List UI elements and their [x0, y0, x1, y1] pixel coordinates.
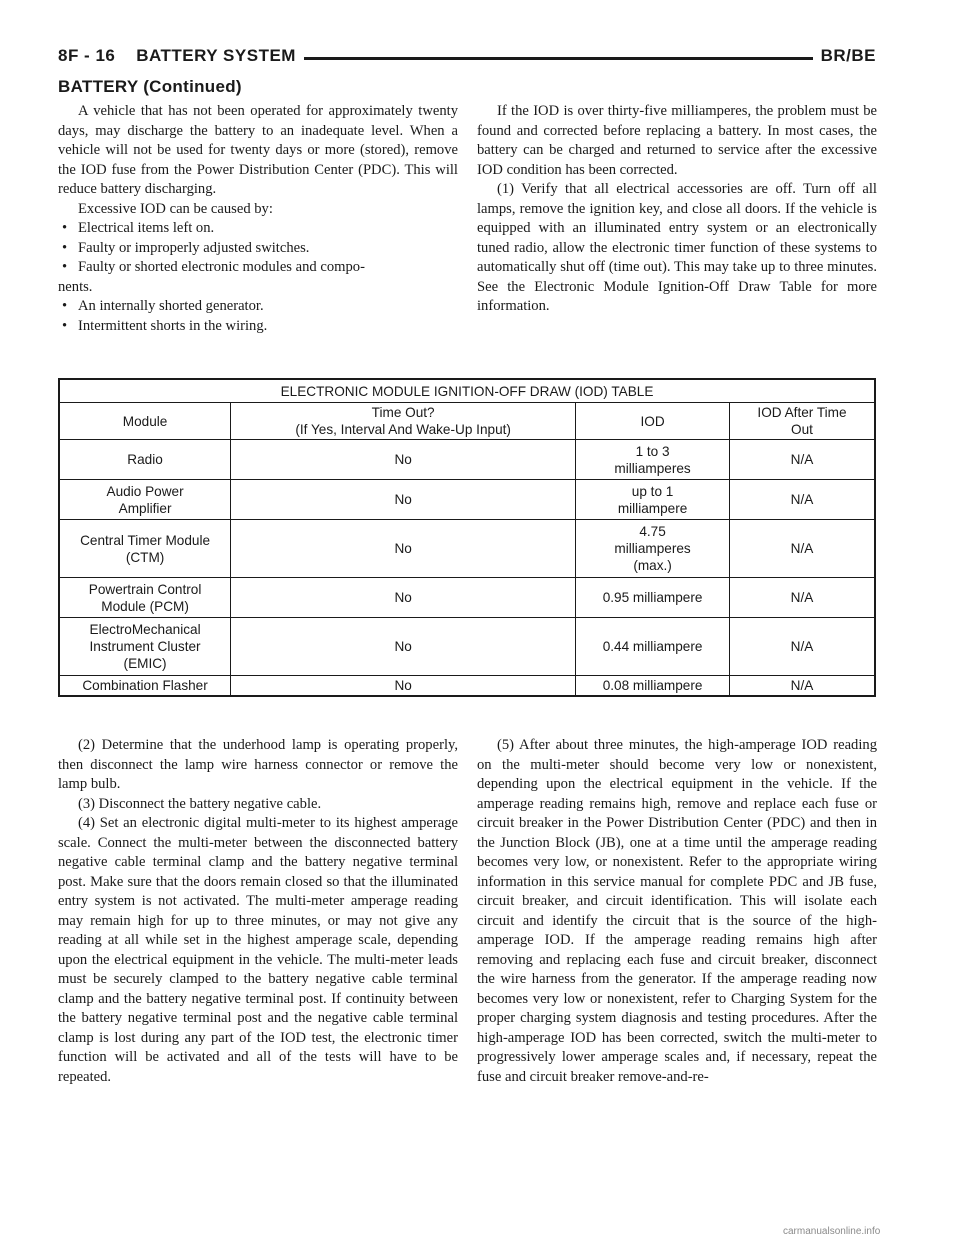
watermark: carmanualsonline.info: [783, 1226, 881, 1237]
column-left-bottom: [58, 736, 458, 1087]
bullet-icon: •: [62, 317, 68, 334]
table-cell: 0.44 milliampere: [576, 618, 730, 676]
table-row: [59, 578, 875, 618]
table-row: [59, 618, 875, 676]
table-row: [59, 676, 875, 697]
table-cell: N/A: [729, 480, 875, 520]
column-left-top: [58, 102, 458, 336]
paragraph: (2) Determine that the underhood lamp is operating properly, then disconnect the lamp wire harness connector or remove the lamp bulb.: [58, 737, 458, 792]
table-cell: Combination Flasher: [59, 676, 231, 697]
paragraph: A vehicle that has not been operated for approximately twenty days, may discharge the battery to an inadequate level. When a vehicle will not be used for twenty days or more (stored), remove the IOD fuse from the Power Distribution Center (PDC). This will reduce battery discharging.: [58, 103, 458, 197]
table-cell: N/A: [729, 578, 875, 618]
table-cell: No: [231, 676, 576, 697]
section-subheading: BATTERY (Continued): [58, 77, 242, 96]
paragraph: (4) Set an electronic digital multi-meter to its highest amperage scale. Connect the multi-meter between the disconnected battery negative cable terminal clamp and the battery negative terminal post. Make sure that the doors remain closed so that the illuminated entry system is not activated. The multi-meter amperage reading may remain high for up to three minutes, or may not give any reading at all while set in the highest amperage scale, depending upon the electrical equipment in the vehicle. The multi-meter leads must be securely clamped to the battery negative cable terminal clamp and the battery negative terminal post. If continuity between the battery negative terminal post and the negative cable terminal clamp is lost during any part of the IOD test, the electronic timer function will be activated and all of the tests will have to be repeated.: [58, 815, 458, 1085]
bullet-item: • Electrical items left on.: [58, 219, 458, 239]
table-cell: No: [231, 440, 576, 480]
table-cell: Central Timer Module (CTM): [59, 520, 231, 578]
bullet-item: • Intermittent shorts in the wiring.: [58, 317, 458, 337]
table-cell: N/A: [729, 618, 875, 676]
table-header-cell: IOD: [576, 403, 730, 440]
bullet-icon: •: [62, 259, 68, 275]
table-cell: No: [231, 520, 576, 578]
table-header-cell: Time Out? (If Yes, Interval And Wake-Up Input): [231, 403, 576, 440]
header-section-title: 8F - 16 BATTERY SYSTEM: [58, 46, 304, 66]
table-cell: up to 1 milliampere: [576, 480, 730, 520]
table-cell: N/A: [729, 520, 875, 578]
table-row: [59, 520, 875, 578]
table-header-cell: Module: [59, 403, 231, 440]
iod-table: [58, 378, 876, 697]
table-cell: Audio Power Amplifier: [59, 480, 231, 520]
table-cell: N/A: [729, 440, 875, 480]
table-cell: Powertrain Control Module (PCM): [59, 578, 231, 618]
table-cell: 1 to 3 milliamperes: [576, 440, 730, 480]
table-row: [59, 440, 875, 480]
table-cell: No: [231, 578, 576, 618]
paragraph: (3) Disconnect the battery negative cable.: [78, 795, 322, 812]
page-header: [58, 46, 876, 72]
bullet-item: • An internally shorted generator.: [58, 297, 458, 317]
table-title: ELECTRONIC MODULE IGNITION-OFF DRAW (IOD) TABLE: [59, 379, 875, 403]
paragraph: (1) Verify that all electrical accessories are off. Turn off all lamps, remove the ignition key, and close all doors. If the vehicle is equipped with an illuminated entry system or an electronically tuned radio, allow the electronic timer function of these systems to automatically shut off (time out). This may take up to three minutes. See the Electronic Module Ignition-Off Draw Table for more information.: [477, 181, 877, 314]
table-cell: 0.08 milliampere: [576, 676, 730, 697]
bullet-icon: •: [62, 298, 68, 314]
paragraph: If the IOD is over thirty-five milliamperes, the problem must be found and corrected before replacing a battery. In most cases, the battery can be charged and returned to service after the excessive IOD condition has been corrected.: [477, 103, 877, 178]
bullet-item: • Faulty or shorted electronic modules and compo- nents.: [58, 259, 365, 295]
bullet-icon: •: [62, 220, 68, 236]
table-cell: Radio: [59, 440, 231, 480]
column-right-bottom: [477, 736, 877, 1087]
table-header-row: [59, 403, 875, 440]
table-header-cell: IOD After Time Out: [729, 403, 875, 440]
table-cell: ElectroMechanical Instrument Cluster (EMIC): [59, 618, 231, 676]
table-cell: 0.95 milliampere: [576, 578, 730, 618]
table-row: [59, 480, 875, 520]
table-cell: No: [231, 480, 576, 520]
bullet-item: • Faulty or improperly adjusted switches.: [58, 239, 458, 259]
table-cell: No: [231, 618, 576, 676]
header-model-code: BR/BE: [813, 46, 876, 66]
paragraph: (5) After about three minutes, the high-amperage IOD reading on the multi-meter should become very low or nonexistent, depending upon the electrical equipment in the vehicle. If the amperage reading remains high, remove and replace each fuse or circuit breaker in the Power Distribution Center (PDC) and then in the Junction Block (JB), one at a time until the amperage reading becomes very low, or nonexistent. Refer to the appropriate wiring information in this service manual for complete PDC and JB fuse, circuit breaker, and circuit identification. This will isolate each circuit and identify the circuit that is the source of the high-amperage IOD. If the amperage reading remains high after removing and replacing each fuse and circuit breaker, disconnect the wire harness from the generator. If the amperage reading now becomes very low or nonexistent, refer to Charging System for the proper charging system diagnosis and testing procedures. After the high-amperage IOD has been corrected, switch the multi-meter to progressively lower amperage scales and, if necessary, repeat the fuse and circuit breaker remove-and-re-: [477, 737, 877, 1085]
paragraph: Excessive IOD can be caused by:: [78, 200, 273, 217]
column-right-top: [477, 102, 877, 317]
table-cell: 4.75 milliamperes (max.): [576, 520, 730, 578]
bullet-icon: •: [62, 239, 68, 256]
table-cell: N/A: [729, 676, 875, 697]
